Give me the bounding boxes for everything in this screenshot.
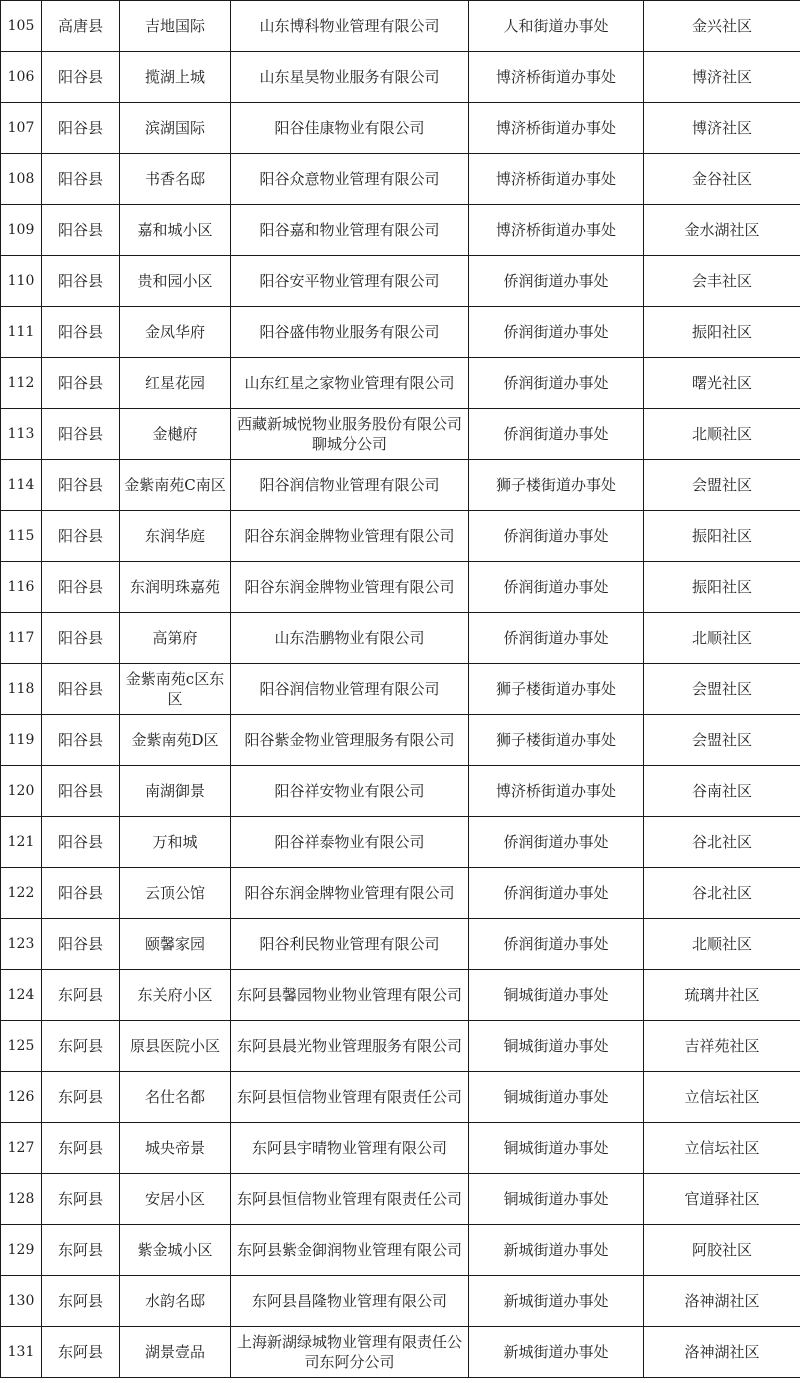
- property-company-cell: 山东红星之家物业管理有限公司: [231, 358, 469, 409]
- row-number: 129: [1, 1225, 42, 1276]
- table-row: [1, 103, 800, 154]
- community-name-cell: 东关府小区: [120, 970, 231, 1021]
- property-company-cell: 东阿县恒信物业管理有限责任公司: [231, 1072, 469, 1123]
- county-cell: 东阿县: [42, 1327, 120, 1378]
- community-name-cell: 万和城: [120, 817, 231, 868]
- community-name-cell: 金紫南苑c区东区: [120, 664, 231, 715]
- row-number: 127: [1, 1123, 42, 1174]
- neighborhood-cell: 立信坛社区: [644, 1123, 800, 1174]
- community-name-cell: 贵和园小区: [120, 256, 231, 307]
- county-cell: 阳谷县: [42, 409, 120, 460]
- neighborhood-cell: 谷南社区: [644, 766, 800, 817]
- row-number: 110: [1, 256, 42, 307]
- neighborhood-cell: 谷北社区: [644, 817, 800, 868]
- street-office-cell: 博济桥街道办事处: [469, 205, 644, 256]
- community-name-cell: 南湖御景: [120, 766, 231, 817]
- county-cell: 东阿县: [42, 1276, 120, 1327]
- street-office-cell: 侨润街道办事处: [469, 307, 644, 358]
- street-office-cell: 新城街道办事处: [469, 1225, 644, 1276]
- county-cell: 阳谷县: [42, 664, 120, 715]
- table-row: [1, 1072, 800, 1123]
- table-row: [1, 664, 800, 715]
- row-number: 112: [1, 358, 42, 409]
- row-number: 107: [1, 103, 42, 154]
- community-name-cell: 名仕名都: [120, 1072, 231, 1123]
- community-name-cell: 云顶公馆: [120, 868, 231, 919]
- street-office-cell: 博济桥街道办事处: [469, 52, 644, 103]
- table-row: [1, 511, 800, 562]
- table-row: [1, 460, 800, 511]
- community-name-cell: 高第府: [120, 613, 231, 664]
- street-office-cell: 铜城街道办事处: [469, 970, 644, 1021]
- property-company-cell: 东阿县晨光物业管理服务有限公司: [231, 1021, 469, 1072]
- county-cell: 阳谷县: [42, 766, 120, 817]
- row-number: 125: [1, 1021, 42, 1072]
- property-company-cell: 东阿县紫金御润物业管理有限公司: [231, 1225, 469, 1276]
- property-company-cell: 上海新湖绿城物业管理有限责任公司东阿分公司: [231, 1327, 469, 1378]
- property-company-cell: 阳谷嘉和物业管理有限公司: [231, 205, 469, 256]
- county-cell: 阳谷县: [42, 868, 120, 919]
- county-cell: 阳谷县: [42, 307, 120, 358]
- row-number: 119: [1, 715, 42, 766]
- row-number: 108: [1, 154, 42, 205]
- county-cell: 东阿县: [42, 1072, 120, 1123]
- table-row: [1, 1174, 800, 1225]
- neighborhood-cell: 会丰社区: [644, 256, 800, 307]
- county-cell: 东阿县: [42, 1021, 120, 1072]
- county-cell: 阳谷县: [42, 205, 120, 256]
- table-row: [1, 613, 800, 664]
- row-number: 123: [1, 919, 42, 970]
- street-office-cell: 侨润街道办事处: [469, 817, 644, 868]
- property-company-cell: 阳谷盛伟物业服务有限公司: [231, 307, 469, 358]
- county-cell: 阳谷县: [42, 460, 120, 511]
- community-name-cell: 书香名邸: [120, 154, 231, 205]
- county-cell: 东阿县: [42, 1174, 120, 1225]
- neighborhood-cell: 振阳社区: [644, 562, 800, 613]
- property-company-cell: 东阿县恒信物业管理有限责任公司: [231, 1174, 469, 1225]
- community-name-cell: 城央帝景: [120, 1123, 231, 1174]
- table-row: [1, 154, 800, 205]
- property-company-cell: 东阿县馨园物业物业管理有限公司: [231, 970, 469, 1021]
- property-company-cell: 阳谷安平物业管理有限公司: [231, 256, 469, 307]
- table-row: [1, 1225, 800, 1276]
- property-company-cell: 阳谷东润金牌物业管理有限公司: [231, 868, 469, 919]
- table-row: [1, 409, 800, 460]
- street-office-cell: 侨润街道办事处: [469, 409, 644, 460]
- row-number: 118: [1, 664, 42, 715]
- street-office-cell: 博济桥街道办事处: [469, 154, 644, 205]
- county-cell: 阳谷县: [42, 358, 120, 409]
- property-company-cell: 阳谷紫金物业管理服务有限公司: [231, 715, 469, 766]
- street-office-cell: 铜城街道办事处: [469, 1174, 644, 1225]
- table-row: [1, 817, 800, 868]
- table-row: [1, 562, 800, 613]
- community-name-cell: 金紫南苑C南区: [120, 460, 231, 511]
- community-name-cell: 安居小区: [120, 1174, 231, 1225]
- county-cell: 高唐县: [42, 1, 120, 52]
- table-row: [1, 256, 800, 307]
- neighborhood-cell: 会盟社区: [644, 460, 800, 511]
- community-name-cell: 原县医院小区: [120, 1021, 231, 1072]
- neighborhood-cell: 谷北社区: [644, 868, 800, 919]
- street-office-cell: 侨润街道办事处: [469, 358, 644, 409]
- row-number: 106: [1, 52, 42, 103]
- neighborhood-cell: 会盟社区: [644, 715, 800, 766]
- county-cell: 阳谷县: [42, 154, 120, 205]
- community-name-cell: 东润华庭: [120, 511, 231, 562]
- neighborhood-cell: 金谷社区: [644, 154, 800, 205]
- neighborhood-cell: 北顺社区: [644, 409, 800, 460]
- row-number: 105: [1, 1, 42, 52]
- neighborhood-cell: 金水湖社区: [644, 205, 800, 256]
- property-company-cell: 阳谷众意物业管理有限公司: [231, 154, 469, 205]
- property-company-cell: 东阿县昌隆物业管理有限公司: [231, 1276, 469, 1327]
- street-office-cell: 铜城街道办事处: [469, 1021, 644, 1072]
- table-row: [1, 919, 800, 970]
- neighborhood-cell: 金兴社区: [644, 1, 800, 52]
- row-number: 114: [1, 460, 42, 511]
- table-row: [1, 52, 800, 103]
- county-cell: 阳谷县: [42, 52, 120, 103]
- neighborhood-cell: 曙光社区: [644, 358, 800, 409]
- table-row: [1, 1123, 800, 1174]
- property-company-cell: 阳谷润信物业管理有限公司: [231, 664, 469, 715]
- table-row: [1, 1, 800, 52]
- row-number: 109: [1, 205, 42, 256]
- property-company-cell: 阳谷祥安物业有限公司: [231, 766, 469, 817]
- row-number: 122: [1, 868, 42, 919]
- property-company-cell: 阳谷利民物业管理有限公司: [231, 919, 469, 970]
- street-office-cell: 博济桥街道办事处: [469, 766, 644, 817]
- table-row: [1, 1327, 800, 1378]
- property-company-cell: 山东博科物业管理有限公司: [231, 1, 469, 52]
- street-office-cell: 新城街道办事处: [469, 1276, 644, 1327]
- neighborhood-cell: 吉祥苑社区: [644, 1021, 800, 1072]
- property-company-cell: 阳谷润信物业管理有限公司: [231, 460, 469, 511]
- street-office-cell: 狮子楼街道办事处: [469, 460, 644, 511]
- table-row: [1, 1021, 800, 1072]
- table-row: [1, 307, 800, 358]
- row-number: 128: [1, 1174, 42, 1225]
- row-number: 116: [1, 562, 42, 613]
- property-company-cell: 山东星昊物业服务有限公司: [231, 52, 469, 103]
- neighborhood-cell: 洛神湖社区: [644, 1327, 800, 1378]
- county-cell: 阳谷县: [42, 715, 120, 766]
- community-name-cell: 金凤华府: [120, 307, 231, 358]
- row-number: 131: [1, 1327, 42, 1378]
- street-office-cell: 侨润街道办事处: [469, 256, 644, 307]
- neighborhood-cell: 振阳社区: [644, 511, 800, 562]
- community-name-cell: 红星花园: [120, 358, 231, 409]
- row-number: 126: [1, 1072, 42, 1123]
- table-row: [1, 766, 800, 817]
- county-cell: 阳谷县: [42, 613, 120, 664]
- neighborhood-cell: 振阳社区: [644, 307, 800, 358]
- street-office-cell: 人和街道办事处: [469, 1, 644, 52]
- neighborhood-cell: 立信坛社区: [644, 1072, 800, 1123]
- neighborhood-cell: 琉璃井社区: [644, 970, 800, 1021]
- street-office-cell: 侨润街道办事处: [469, 613, 644, 664]
- table-row: [1, 715, 800, 766]
- row-number: 130: [1, 1276, 42, 1327]
- property-company-cell: 阳谷佳康物业有限公司: [231, 103, 469, 154]
- table-body: [1, 0, 800, 1378]
- community-name-cell: 湖景壹品: [120, 1327, 231, 1378]
- street-office-cell: 侨润街道办事处: [469, 919, 644, 970]
- row-number: 124: [1, 970, 42, 1021]
- neighborhood-cell: 洛神湖社区: [644, 1276, 800, 1327]
- property-company-cell: 西藏新城悦物业服务股份有限公司聊城分公司: [231, 409, 469, 460]
- community-name-cell: 滨湖国际: [120, 103, 231, 154]
- row-number: 113: [1, 409, 42, 460]
- community-name-cell: 颐馨家园: [120, 919, 231, 970]
- table-row: [1, 1276, 800, 1327]
- property-company-cell: 阳谷祥泰物业有限公司: [231, 817, 469, 868]
- community-name-cell: 紫金城小区: [120, 1225, 231, 1276]
- property-company-cell: 阳谷东润金牌物业管理有限公司: [231, 511, 469, 562]
- row-number: 120: [1, 766, 42, 817]
- neighborhood-cell: 阿胶社区: [644, 1225, 800, 1276]
- neighborhood-cell: 北顺社区: [644, 613, 800, 664]
- neighborhood-cell: 会盟社区: [644, 664, 800, 715]
- county-cell: 东阿县: [42, 1123, 120, 1174]
- street-office-cell: 狮子楼街道办事处: [469, 664, 644, 715]
- street-office-cell: 侨润街道办事处: [469, 511, 644, 562]
- street-office-cell: 铜城街道办事处: [469, 1123, 644, 1174]
- table-row: [1, 205, 800, 256]
- row-number: 117: [1, 613, 42, 664]
- neighborhood-cell: 博济社区: [644, 103, 800, 154]
- county-cell: 东阿县: [42, 1225, 120, 1276]
- property-company-cell: 阳谷东润金牌物业管理有限公司: [231, 562, 469, 613]
- neighborhood-cell: 北顺社区: [644, 919, 800, 970]
- property-company-cell: 东阿县宇晴物业管理有限公司: [231, 1123, 469, 1174]
- street-office-cell: 侨润街道办事处: [469, 562, 644, 613]
- county-cell: 阳谷县: [42, 562, 120, 613]
- table-row: [1, 358, 800, 409]
- neighborhood-cell: 官道驿社区: [644, 1174, 800, 1225]
- county-cell: 阳谷县: [42, 511, 120, 562]
- county-cell: 阳谷县: [42, 919, 120, 970]
- table-row: [1, 970, 800, 1021]
- row-number: 111: [1, 307, 42, 358]
- street-office-cell: 狮子楼街道办事处: [469, 715, 644, 766]
- street-office-cell: 侨润街道办事处: [469, 868, 644, 919]
- table-row: [1, 868, 800, 919]
- county-cell: 阳谷县: [42, 256, 120, 307]
- row-number: 115: [1, 511, 42, 562]
- community-name-cell: 金樾府: [120, 409, 231, 460]
- community-name-cell: 水韵名邸: [120, 1276, 231, 1327]
- community-name-cell: 嘉和城小区: [120, 205, 231, 256]
- county-cell: 阳谷县: [42, 103, 120, 154]
- property-company-cell: 山东浩鹏物业有限公司: [231, 613, 469, 664]
- neighborhood-cell: 博济社区: [644, 52, 800, 103]
- county-cell: 东阿县: [42, 970, 120, 1021]
- community-name-cell: 东润明珠嘉苑: [120, 562, 231, 613]
- county-cell: 阳谷县: [42, 817, 120, 868]
- community-name-cell: 揽湖上城: [120, 52, 231, 103]
- street-office-cell: 新城街道办事处: [469, 1327, 644, 1378]
- community-name-cell: 金紫南苑D区: [120, 715, 231, 766]
- community-name-cell: 吉地国际: [120, 1, 231, 52]
- row-number: 121: [1, 817, 42, 868]
- street-office-cell: 铜城街道办事处: [469, 1072, 644, 1123]
- street-office-cell: 博济桥街道办事处: [469, 103, 644, 154]
